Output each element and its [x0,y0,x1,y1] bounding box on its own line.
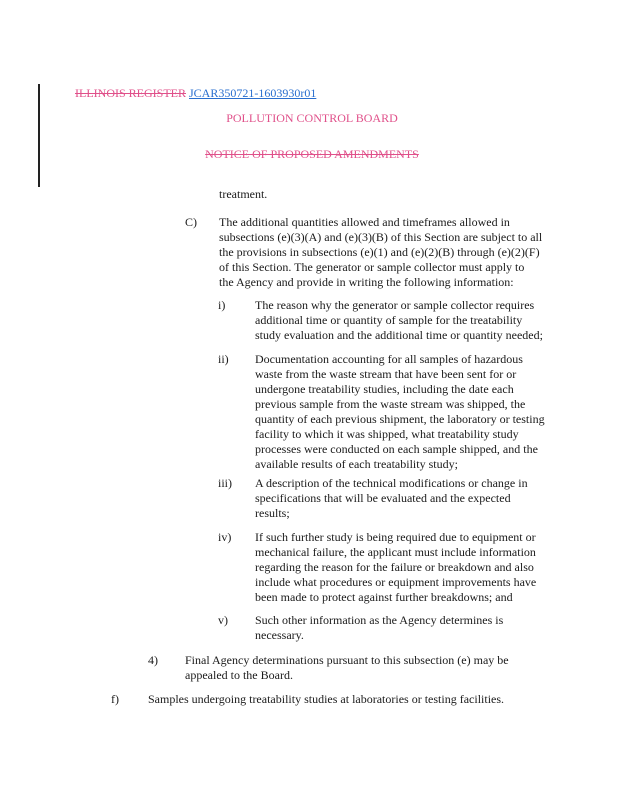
sub-item-label: iv) [218,530,232,544]
item-4-label: 4) [148,653,158,667]
sub-item-line: undergone treatability studies, including the date each [255,382,514,396]
sub-item-line: been made to protect against further breakdowns; and [255,590,513,604]
sub-item-line: mechanical failure, the applicant must include information [255,545,536,559]
item-c-line: subsections (e)(3)(A) and (e)(3)(B) of this Section are subject to all [219,230,543,244]
sub-item-line: facility to which it was shipped, what treatability study [255,427,519,441]
sub-item-line: additional time or quantity of sample for the treatability [255,313,523,327]
sub-item-line: necessary. [255,628,304,642]
sub-item-line: waste from the waste stream that have been sent for or [255,367,517,381]
item-c-line: the provisions in subsections (e)(1) and (e)(2)(B) through (e)(2)(F) [219,245,540,259]
continuation-text: treatment. [219,187,268,201]
sub-item-line: quantity of each previous shipment, the laboratory or testing [255,412,545,426]
board-title: POLLUTION CONTROL BOARD [226,111,398,125]
sub-item-label: i) [218,298,226,312]
item-4-line: appealed to the Board. [185,668,293,682]
notice-struck-text: NOTICE OF PROPOSED AMENDMENTS [205,147,419,161]
sub-item-line: study evaluation and the additional time or quantity needed; [255,328,543,342]
sub-item-line: specifications that will be evaluated and the expected [255,491,511,505]
sub-item-line: A description of the technical modifications or change in [255,476,528,490]
item-f-line: Samples undergoing treatability studies at laboratories or testing facilities. [148,692,505,706]
notice-title [0,147,624,161]
sub-item-line: previous sample from the waste stream was shipped, the [255,397,526,411]
sub-item-line: The reason why the generator or sample collector requires [255,298,535,312]
item-4-line: Final Agency determinations pursuant to this subsection (e) may be [185,653,509,667]
sub-item-line: Documentation accounting for all samples of hazardous [255,352,523,366]
register-struck-text: ILLINOIS REGISTER [75,86,186,100]
sub-item-line: Such other information as the Agency determines is [255,613,504,627]
change-bar [38,84,40,187]
sub-item-label: v) [218,613,228,627]
sub-item-line: available results of each treatability study; [255,457,458,471]
item-c-line: The additional quantities allowed and timeframes allowed in [219,215,510,229]
sub-item-line: regarding the reason for the failure or breakdown and also [255,560,534,574]
item-f-label: f) [111,692,119,706]
sub-item-line: processes were conducted on each sample shipped, and the [255,442,538,456]
sub-item-line: If such further study is being required due to equipment or [255,530,536,544]
item-c-line: the Agency and provide in writing the following information: [219,275,514,289]
sub-item-line: include what procedures or equipment improvements have [255,575,537,589]
sub-item-line: results; [255,506,290,520]
register-inserted-text: JCAR350721-1603930r01 [189,86,317,100]
sub-item-label: ii) [218,352,229,366]
sub-item-label: iii) [218,476,232,490]
item-c-line: of this Section. The generator or sample collector must apply to [219,260,525,274]
register-header [75,86,316,100]
item-c-label: C) [185,215,197,229]
